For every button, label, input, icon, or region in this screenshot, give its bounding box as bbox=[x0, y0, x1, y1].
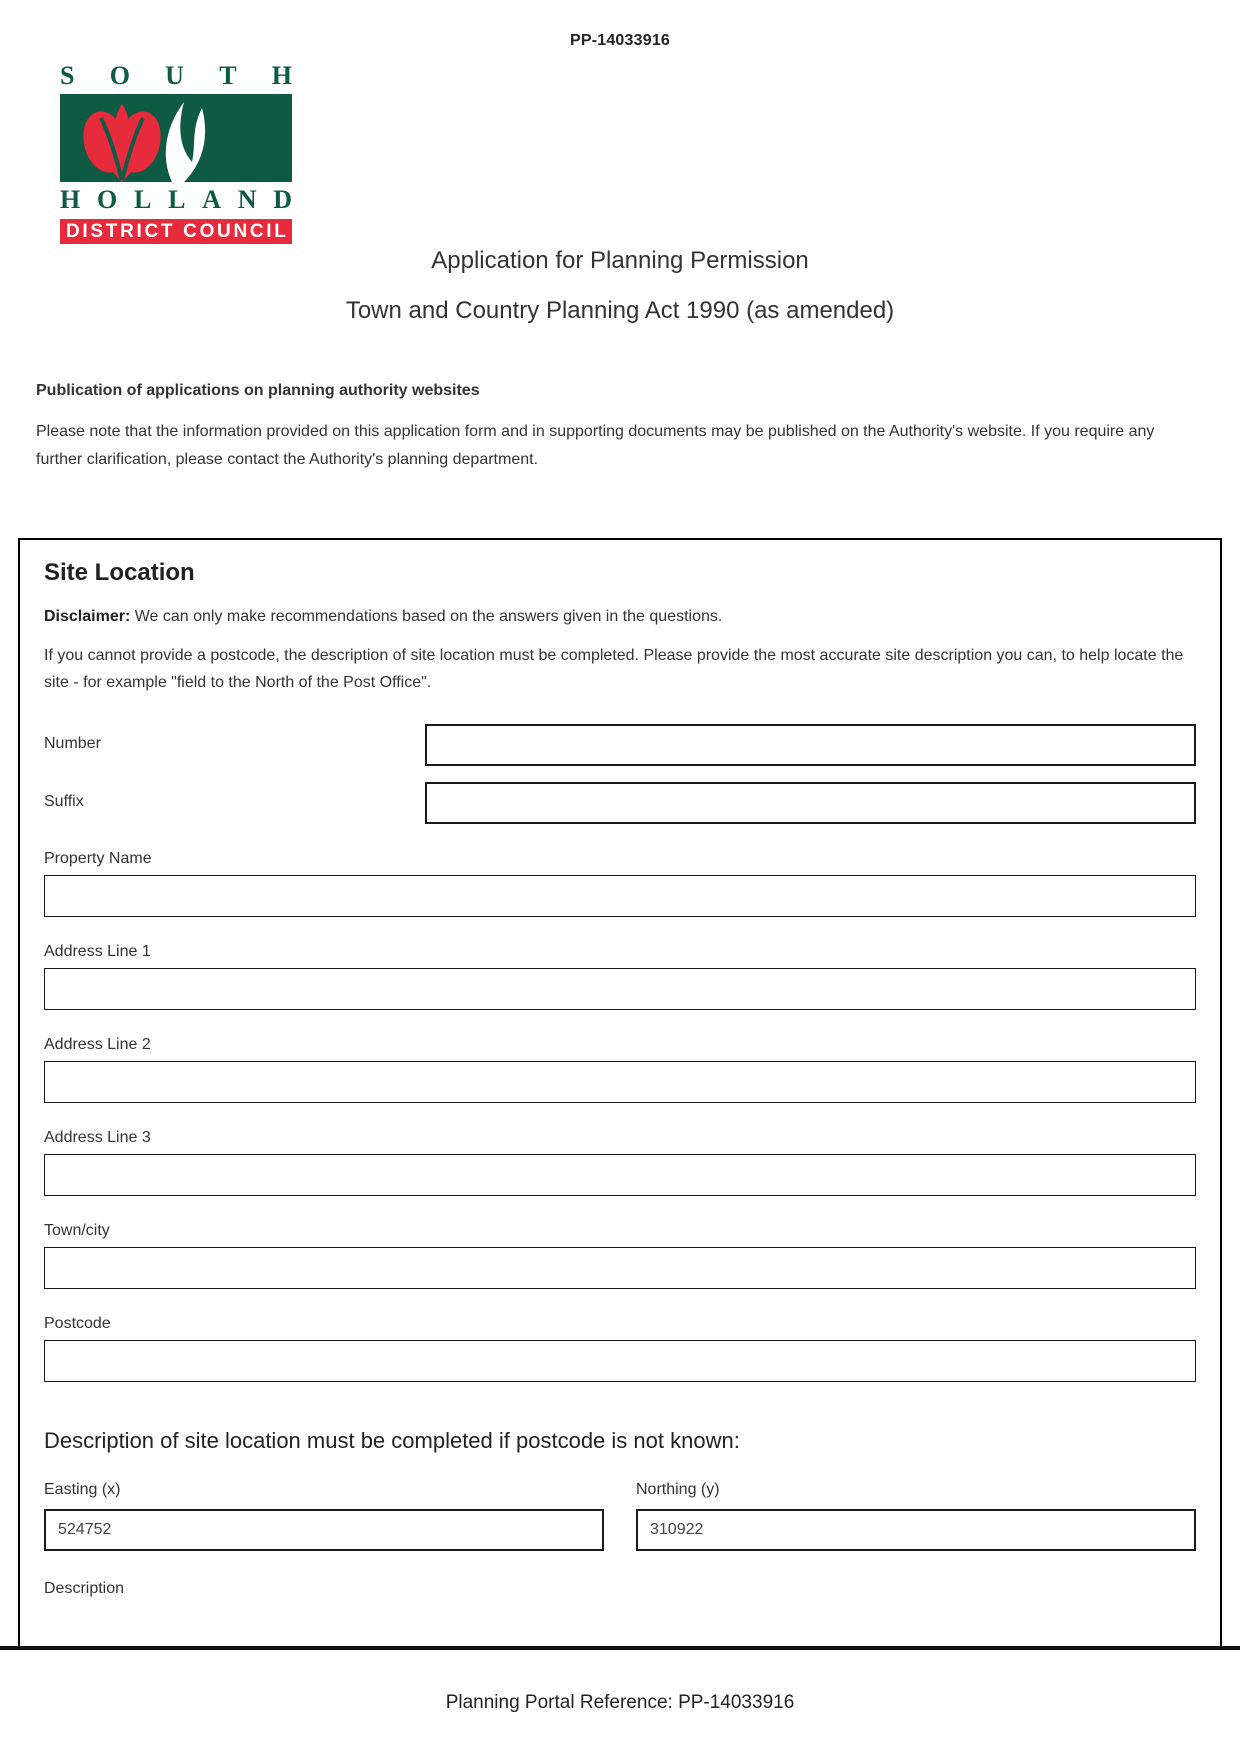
publication-heading: Publication of applications on planning authority websites bbox=[36, 382, 480, 399]
easting-field bbox=[44, 1480, 604, 1551]
logo-emblem bbox=[60, 94, 292, 182]
town-city-input[interactable] bbox=[44, 1247, 1196, 1289]
form-title: Application for Planning Permission bbox=[431, 247, 809, 274]
postcode-input[interactable] bbox=[44, 1340, 1196, 1382]
field-row-suffix bbox=[44, 782, 1196, 824]
address-line-2-label: Address Line 2 bbox=[44, 1036, 151, 1053]
postcode-instructions: If you cannot provide a postcode, the description of site location must be completed. Please provide the most accurate site description you can, to help locate the site - for example "field to the North of the Post Office". bbox=[44, 647, 1184, 691]
site-location-section bbox=[18, 538, 1222, 1648]
planning-portal-reference-footer: Planning Portal Reference: PP-14033916 bbox=[445, 1692, 795, 1713]
logo-word-holland: H O L L A N D bbox=[60, 185, 292, 214]
field-row-address-line-3 bbox=[44, 1128, 1196, 1196]
planning-portal-reference-top: PP-14033916 bbox=[569, 32, 671, 49]
disclaimer-label: Disclaimer: bbox=[44, 608, 131, 625]
site-location-title: Site Location bbox=[44, 559, 195, 586]
northing-field bbox=[636, 1480, 1196, 1551]
field-row-town-city bbox=[44, 1221, 1196, 1289]
suffix-input[interactable] bbox=[425, 782, 1196, 824]
page-break-rule bbox=[0, 1646, 1240, 1650]
disclaimer-body: We can only make recommendations based on the answers given in the questions. bbox=[130, 608, 723, 625]
address-line-1-input[interactable] bbox=[44, 968, 1196, 1010]
field-row-number bbox=[44, 724, 1196, 766]
field-row-postcode bbox=[44, 1314, 1196, 1382]
logo-banner-district-council: D I S T R I C T C O U N C I L bbox=[60, 219, 292, 244]
number-input[interactable] bbox=[425, 724, 1196, 766]
address-line-3-input[interactable] bbox=[44, 1154, 1196, 1196]
disclaimer-text bbox=[44, 604, 1196, 630]
logo-word-south: S O U T H bbox=[60, 61, 292, 90]
number-label: Number bbox=[44, 735, 101, 752]
address-line-2-input[interactable] bbox=[44, 1061, 1196, 1103]
easting-label: Easting (x) bbox=[44, 1481, 121, 1498]
address-line-3-label: Address Line 3 bbox=[44, 1129, 151, 1146]
easting-input[interactable] bbox=[44, 1509, 604, 1551]
form-subtitle: Town and Country Planning Act 1990 (as amended) bbox=[345, 297, 895, 324]
town-city-label: Town/city bbox=[44, 1222, 110, 1239]
northing-input[interactable] bbox=[636, 1509, 1196, 1551]
address-line-1-label: Address Line 1 bbox=[44, 943, 151, 960]
postcode-label: Postcode bbox=[44, 1315, 111, 1332]
tulip-icon bbox=[60, 94, 292, 182]
field-row-address-line-2 bbox=[44, 1035, 1196, 1103]
publication-note: Please note that the information provided on this application form and in supporting documents may be published on the Authority's website. If you require any further clarification, please contact the Authority's planning department. bbox=[36, 423, 1155, 468]
property-name-label: Property Name bbox=[44, 850, 152, 867]
coordinates-row bbox=[44, 1480, 1196, 1551]
northing-label: Northing (y) bbox=[636, 1481, 720, 1498]
field-row-address-line-1 bbox=[44, 942, 1196, 1010]
suffix-label: Suffix bbox=[44, 793, 84, 810]
council-logo bbox=[60, 62, 292, 244]
property-name-input[interactable] bbox=[44, 875, 1196, 917]
field-row-property-name bbox=[44, 849, 1196, 917]
description-requirement-heading: Description of site location must be completed if postcode is not known: bbox=[44, 1428, 740, 1453]
description-label: Description bbox=[44, 1580, 125, 1597]
